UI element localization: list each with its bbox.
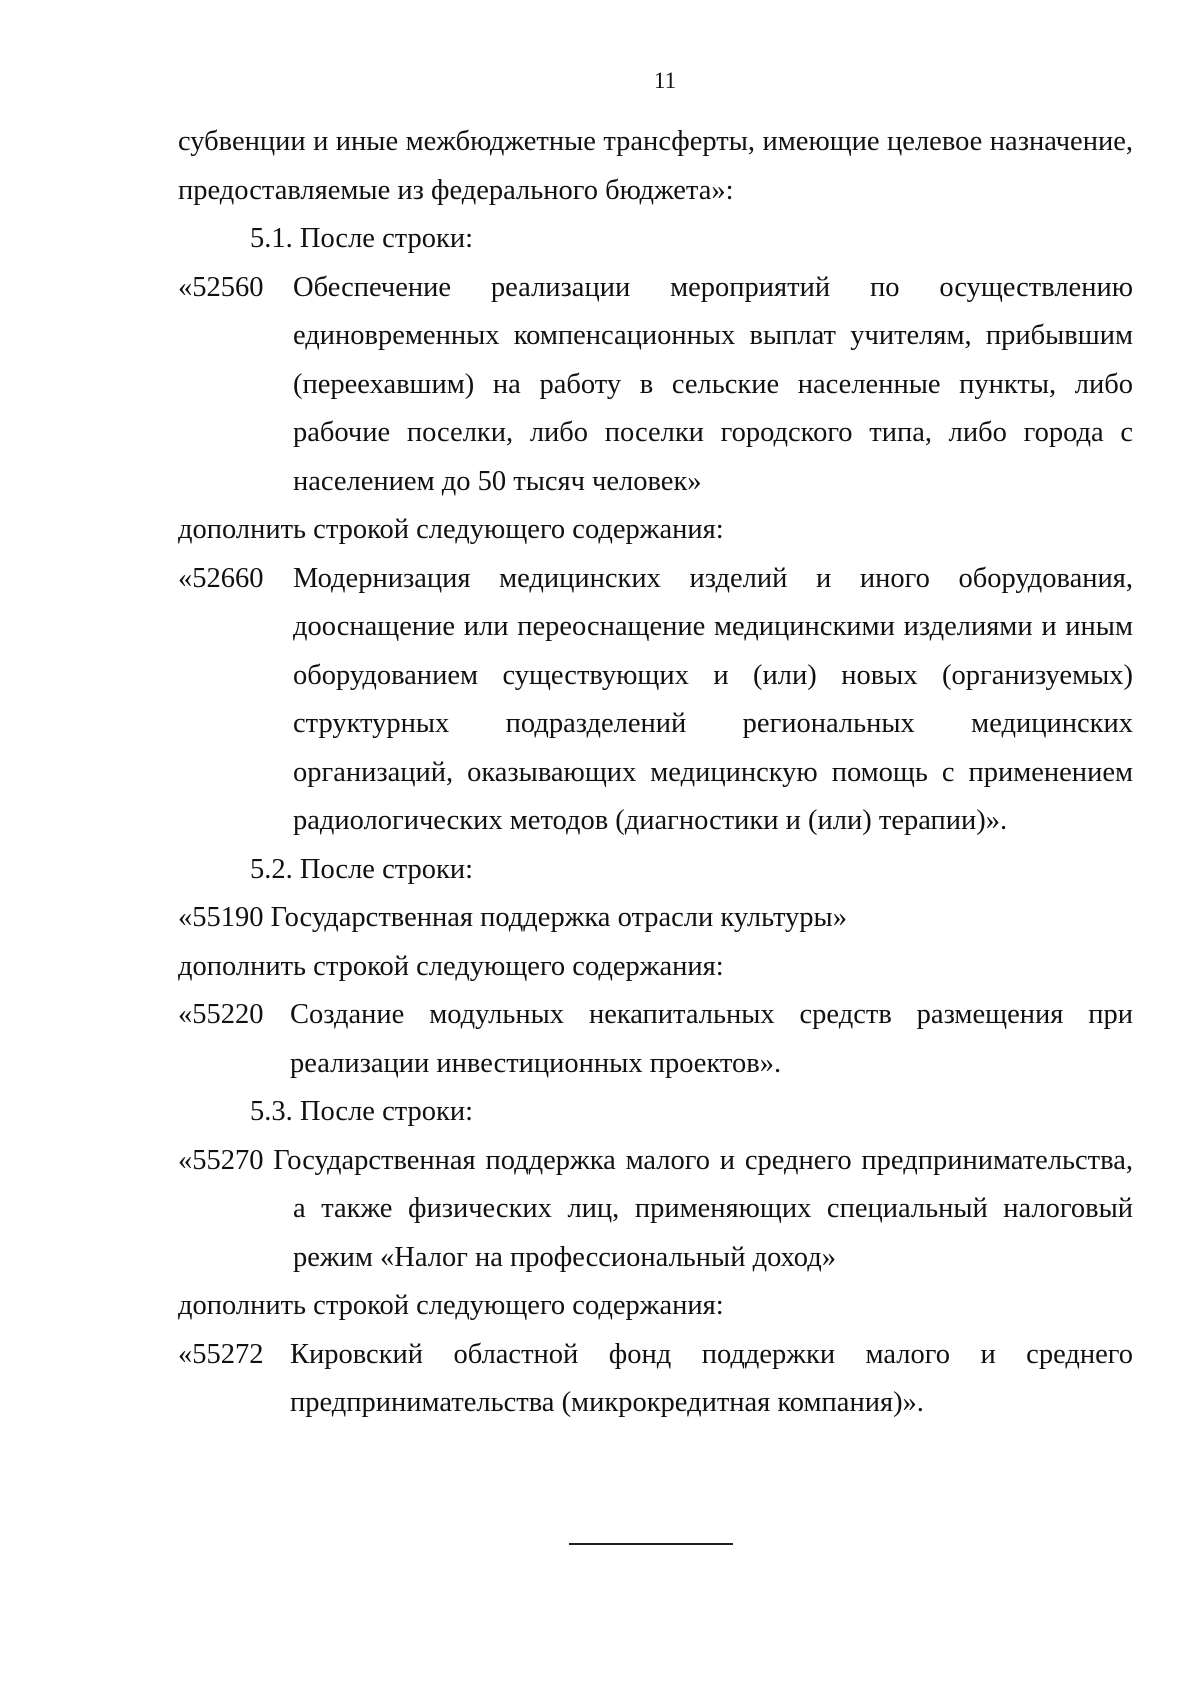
row-description: Создание модульных некапитальных средств размещения при реализации инвестиционных проектов». bbox=[290, 999, 1133, 1079]
row-description: Обеспечение реализации мероприятий по осуществлению единовременных компенсационных выплат учителям, прибывшим (переехавшим) на работу в сельские населенные пункты, либо рабочие поселки, либо поселки городского типа, либо города с населением до 50 тысяч человек» bbox=[293, 271, 1133, 497]
end-separator-line bbox=[569, 1543, 733, 1545]
section-5-1-new-row bbox=[178, 555, 1133, 846]
intro-paragraph: субвенции и иные межбюджетные трансферты, имеющие целевое назначение, предоставляемые из федерального бюджета»: bbox=[178, 126, 1133, 206]
section-5-2-new-row bbox=[178, 991, 1133, 1088]
row-code: «55220 bbox=[178, 999, 264, 1030]
section-5-1-existing-row bbox=[178, 264, 1133, 507]
row-description: Модернизация медицинских изделий и иного оборудования, дооснащение или переоснащение медицинскими изделиями и иным оборудованием существующих и (или) новых (организуемых) структурных подразделений региональных медицинских организаций, оказывающих медицинскую помощь с применением радиологических методов (диагностики и (или) терапии)». bbox=[293, 562, 1133, 836]
row-code: «55272 bbox=[178, 1338, 264, 1370]
section-5-3-heading: 5.3. После строки: bbox=[250, 1096, 474, 1127]
section-5-3-existing-row: «55270 Государственная поддержка малого и среднего предпринимательства, а также физических лиц, применяющих специальный налоговый режим «Налог на профессиональный доход» bbox=[178, 1144, 1133, 1273]
section-5-1-add-phrase: дополнить строкой следующего содержания: bbox=[178, 514, 724, 545]
section-5-2-heading: 5.2. После строки: bbox=[250, 853, 474, 885]
section-5-3-add-phrase: дополнить строкой следующего содержания: bbox=[178, 1290, 724, 1321]
section-5-1-heading: 5.1. После строки: bbox=[250, 223, 474, 254]
section-5-2-existing-row: «55190 Государственная поддержка отрасли культуры» bbox=[178, 902, 847, 933]
section-5-3-new-row bbox=[178, 1331, 1133, 1428]
row-code: «52560 bbox=[178, 271, 264, 303]
section-5-2-add-phrase: дополнить строкой следующего содержания: bbox=[178, 950, 724, 982]
row-description: Кировский областной фонд поддержки малого и среднего предпринимательства (микрокредитная компания)». bbox=[290, 1338, 1133, 1418]
row-code: «52660 bbox=[178, 562, 264, 594]
page-number: 11 bbox=[653, 68, 677, 93]
document-body bbox=[178, 118, 1133, 1428]
